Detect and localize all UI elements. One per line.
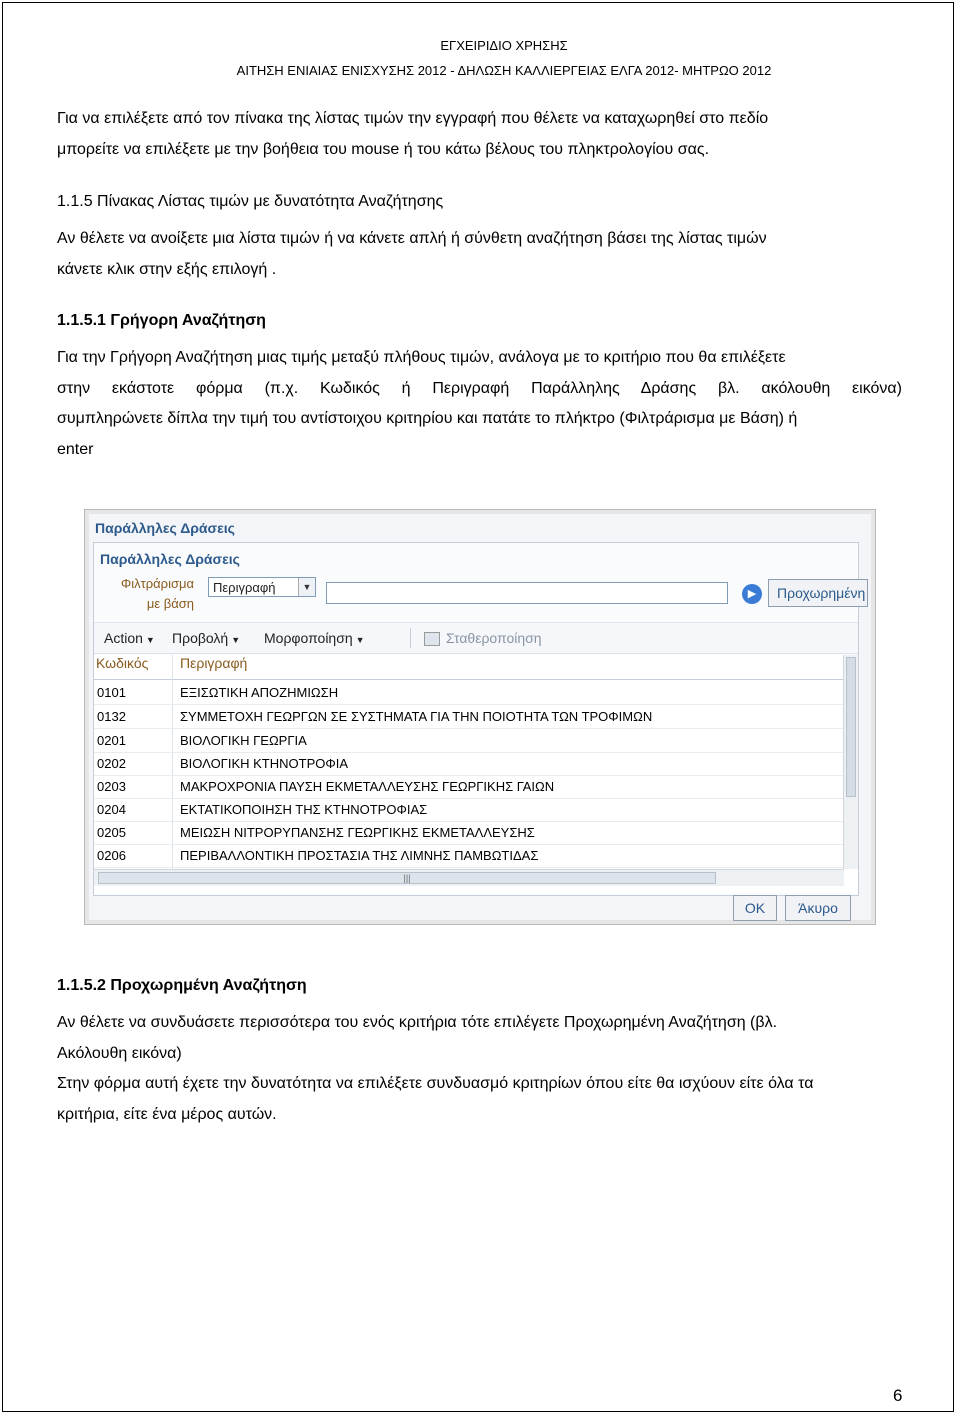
action-menu-label: Action xyxy=(104,630,143,646)
section-1-1-5-1-paragraph xyxy=(57,343,902,465)
header-title: ΕΓΧΕΙΡΙΔΙΟ ΧΡΗΣΗΣ xyxy=(440,38,568,53)
section-1-1-5-heading: 1.1.5 Πίνακας Λίστας τιμών με δυνατότητα Αναζήτησης xyxy=(57,193,444,210)
section-1-1-5-2-paragraph xyxy=(57,1008,902,1130)
section-1-1-5-2-line-3: Στην φόρμα αυτή έχετε την δυνατότητα να επιλέξετε συνδυασμό κριτηρίων όπου είτε θα ισχύουν είτε όλα τα xyxy=(57,1075,814,1092)
header-divider xyxy=(94,679,846,680)
advanced-search-button[interactable]: Προχωρημένη xyxy=(768,579,868,607)
column-header-code[interactable]: Κωδικός xyxy=(96,655,149,671)
row-description: ΜΕΙΩΣΗ ΝΙΤΡΟΡΥΠΑΝΣΗΣ ΓΕΩΡΓΙΚΗΣ ΕΚΜΕΤΑΛΛΕΥΣΗΣ xyxy=(180,825,535,840)
section-1-1-5-2-line-2: Ακόλουθη εικόνα) xyxy=(57,1044,182,1062)
section-1-1-5-2-line-4: κριτήρια, είτε ένα μέρος αυτών. xyxy=(57,1105,277,1123)
view-menu[interactable] xyxy=(172,630,240,646)
lov-dialog-screenshot xyxy=(84,509,876,925)
row-code: 0201 xyxy=(97,733,126,748)
row-description: ΣΥΜΜΕΤΟΧΗ ΓΕΩΡΓΩΝ ΣΕ ΣΥΣΤΗΜΑΤΑ ΓΙΑ ΤΗΝ ΠΟΙΟΤΗΤΑ ΤΩΝ ΤΡΟΦΙΜΩΝ xyxy=(180,709,653,724)
section-1-1-5-line-1: Αν θέλετε να ανοίξετε μια λίστα τιμών ή να κάνετε απλή ή σύνθετη αναζήτηση βάσει της λίστας τιμών xyxy=(57,230,767,247)
row-code: 0203 xyxy=(97,779,126,794)
page-number: 6 xyxy=(893,1386,903,1405)
section-1-1-5-2-line-1: Αν θέλετε να συνδυάσετε περισσότερα του ενός κριτήρια τότε επιλέγετε Προχωρημένη Αναζήτηση (βλ. xyxy=(57,1014,778,1031)
row-code: 0206 xyxy=(97,848,126,863)
action-menu[interactable] xyxy=(104,630,155,646)
table-row[interactable] xyxy=(94,705,846,729)
row-description: ΜΑΚΡΟΧΡΟΝΙΑ ΠΑΥΣΗ ΕΚΜΕΤΑΛΛΕΥΣΗΣ ΓΕΩΡΓΙΚΗΣ ΓΑΙΩΝ xyxy=(180,779,555,794)
vertical-scrollbar[interactable] xyxy=(843,655,858,869)
view-menu-label: Προβολή xyxy=(172,630,229,646)
grid-toolbar xyxy=(94,622,858,654)
freeze-columns-icon xyxy=(424,632,440,646)
row-description: ΕΚΤΑΤΙΚΟΠΟΙΗΣΗ ΤΗΣ ΚΤΗΝΟΤΡΟΦΙΑΣ xyxy=(180,802,428,817)
chevron-down-icon[interactable]: ▼ xyxy=(298,578,315,596)
table-row[interactable] xyxy=(94,752,846,776)
section-1-1-5-1-line-2: στην εκάστοτε φόρμα (π.χ. Κωδικός ή Περιγραφή Παράλληλης Δράσης βλ. ακόλουθη εικόνα) xyxy=(57,379,902,397)
section-1-1-5-1-line-4: enter xyxy=(57,440,94,458)
row-code: 0204 xyxy=(97,802,126,817)
panel-title: Παράλληλες Δράσεις xyxy=(100,551,240,567)
results-grid xyxy=(94,655,858,893)
intro-line-1: Για να επιλέξετε από τον πίνακα της λίστας τιμών την εγγραφή που θέλετε να καταχωρηθεί στο πεδίο xyxy=(57,110,769,127)
filter-label-line-2: με βάση xyxy=(146,596,194,611)
ok-button[interactable]: OK xyxy=(733,895,777,921)
table-row[interactable] xyxy=(94,844,846,868)
caret-down-icon: ▼ xyxy=(145,635,155,645)
search-panel xyxy=(93,542,866,896)
format-menu[interactable] xyxy=(264,630,365,646)
row-description: ΒΙΟΛΟΓΙΚΗ ΚΤΗΝΟΤΡΟΦΙΑ xyxy=(180,756,349,771)
caret-down-icon: ▼ xyxy=(231,635,241,645)
horizontal-scroll-thumb[interactable]: ||| xyxy=(98,872,716,884)
section-1-1-5-1-line-3: συμπληρώνετε δίπλα την τιμή του αντίστοιχου κριτηρίου και πατάτε το πλήκτρο (Φιλτράρισμα με Βάση) ή xyxy=(57,410,798,427)
dialog-body xyxy=(89,514,871,920)
filter-label-line-1: Φιλτράρισμα xyxy=(120,576,194,591)
table-row[interactable] xyxy=(94,798,846,822)
row-description: ΒΙΟΛΟΓΙΚΗ ΓΕΩΡΓΙΑ xyxy=(180,733,307,748)
row-code: 0205 xyxy=(97,825,126,840)
table-row[interactable] xyxy=(94,821,846,845)
table-row[interactable] xyxy=(94,729,846,753)
filter-field-select[interactable] xyxy=(208,577,316,597)
intro-paragraph xyxy=(57,104,902,165)
search-input[interactable] xyxy=(326,582,728,604)
caret-down-icon: ▼ xyxy=(355,635,365,645)
row-code: 0202 xyxy=(97,756,126,771)
horizontal-scrollbar[interactable] xyxy=(94,869,844,886)
row-description: ΠΕΡΙΒΑΛΛΟΝΤΙΚΗ ΠΡΟΣΤΑΣΙΑ ΤΗΣ ΛΙΜΝΗΣ ΠΑΜΒΩΤΙΔΑΣ xyxy=(180,848,539,863)
section-1-1-5-paragraph xyxy=(57,224,902,285)
cancel-button[interactable]: Άκυρο xyxy=(785,895,851,921)
row-code: 0101 xyxy=(97,685,126,700)
table-row[interactable] xyxy=(94,775,846,799)
format-menu-label: Μορφοποίηση xyxy=(264,630,353,646)
toolbar-separator xyxy=(410,628,411,648)
freeze-button[interactable]: Σταθεροποίηση xyxy=(446,630,542,646)
section-1-1-5-2-heading: 1.1.5.2 Προχωρημένη Αναζήτηση xyxy=(57,977,307,994)
filter-field-value: Περιγραφή xyxy=(213,580,276,595)
section-1-1-5-line-2: κάνετε κλικ στην εξής επιλογή . xyxy=(57,260,277,278)
play-search-icon[interactable]: ▶ xyxy=(742,584,762,604)
row-description: ΕΞΙΣΩΤΙΚΗ ΑΠΟΖΗΜΙΩΣΗ xyxy=(180,685,339,700)
dialog-title: Παράλληλες Δράσεις xyxy=(95,520,235,536)
row-code: 0132 xyxy=(97,709,126,724)
vertical-scroll-thumb[interactable] xyxy=(846,657,856,797)
section-1-1-5-1-heading: 1.1.5.1 Γρήγορη Αναζήτηση xyxy=(57,312,266,329)
section-1-1-5-1-line-1: Για την Γρήγορη Αναζήτηση μιας τιμής μεταξύ πλήθους τιμών, ανάλογα με το κριτήριο που θα επιλέξετε xyxy=(57,349,786,366)
table-row[interactable] xyxy=(94,681,846,705)
filter-label xyxy=(100,574,194,614)
intro-line-2: μπορείτε να επιλέξετε με την βοήθεια του mouse ή του κάτω βέλους του πληκτρολογίου σας. xyxy=(57,140,710,158)
header-subtitle: ΑΙΤΗΣΗ ΕΝΙΑΙΑΣ ΕΝΙΣΧΥΣΗΣ 2012 - ΔΗΛΩΣΗ ΚΑΛΛΙΕΡΓΕΙΑΣ ΕΛΓΑ 2012- ΜΗΤΡΩΟ 2012 xyxy=(236,63,772,78)
column-header-description[interactable]: Περιγραφή xyxy=(180,655,248,671)
